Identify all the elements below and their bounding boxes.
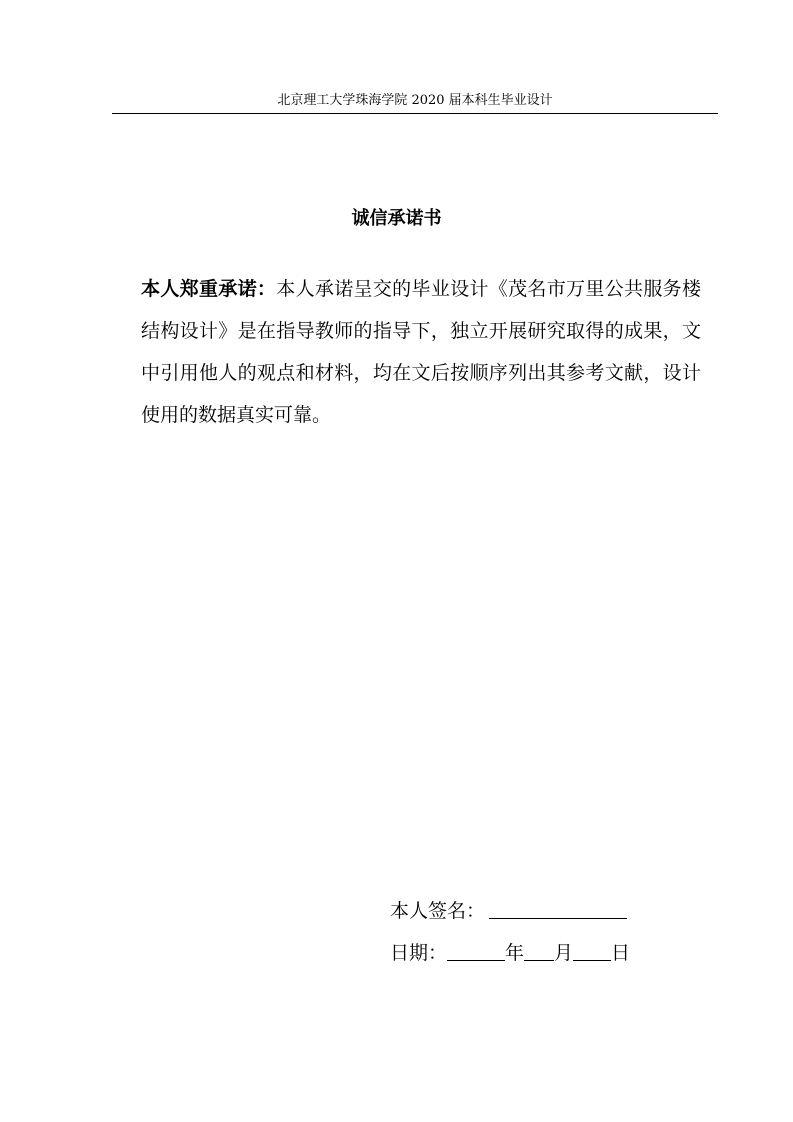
page-header: 北京理工大学珠海学院 2020 届本科生毕业设计 xyxy=(277,93,553,108)
header-divider xyxy=(112,113,718,114)
signature-blank[interactable] xyxy=(489,898,627,919)
month-label: 月 xyxy=(554,942,574,964)
pledge-lead: 本人郑重承诺： xyxy=(141,278,277,300)
date-line xyxy=(390,939,630,967)
pledge-body: 本人承诺呈交的毕业设计《茂名市万里公共服务楼结构设计》是在指导教师的指导下，独立开展研究取得的成果，文中引用他人的观点和材料，均在文后按顺序列出其参考文献，设计使用的数据真实可靠。 xyxy=(141,278,701,426)
year-blank[interactable] xyxy=(447,940,505,961)
signature-line xyxy=(390,897,627,925)
signature-label: 本人签名： xyxy=(390,900,486,922)
year-label: 年 xyxy=(505,942,525,964)
month-blank[interactable] xyxy=(524,940,554,961)
pledge-paragraph xyxy=(141,268,701,436)
date-label: 日期： xyxy=(390,942,448,964)
day-label: 日 xyxy=(611,942,631,964)
day-blank[interactable] xyxy=(573,940,611,961)
page-title: 诚信承诺书 xyxy=(351,208,442,229)
